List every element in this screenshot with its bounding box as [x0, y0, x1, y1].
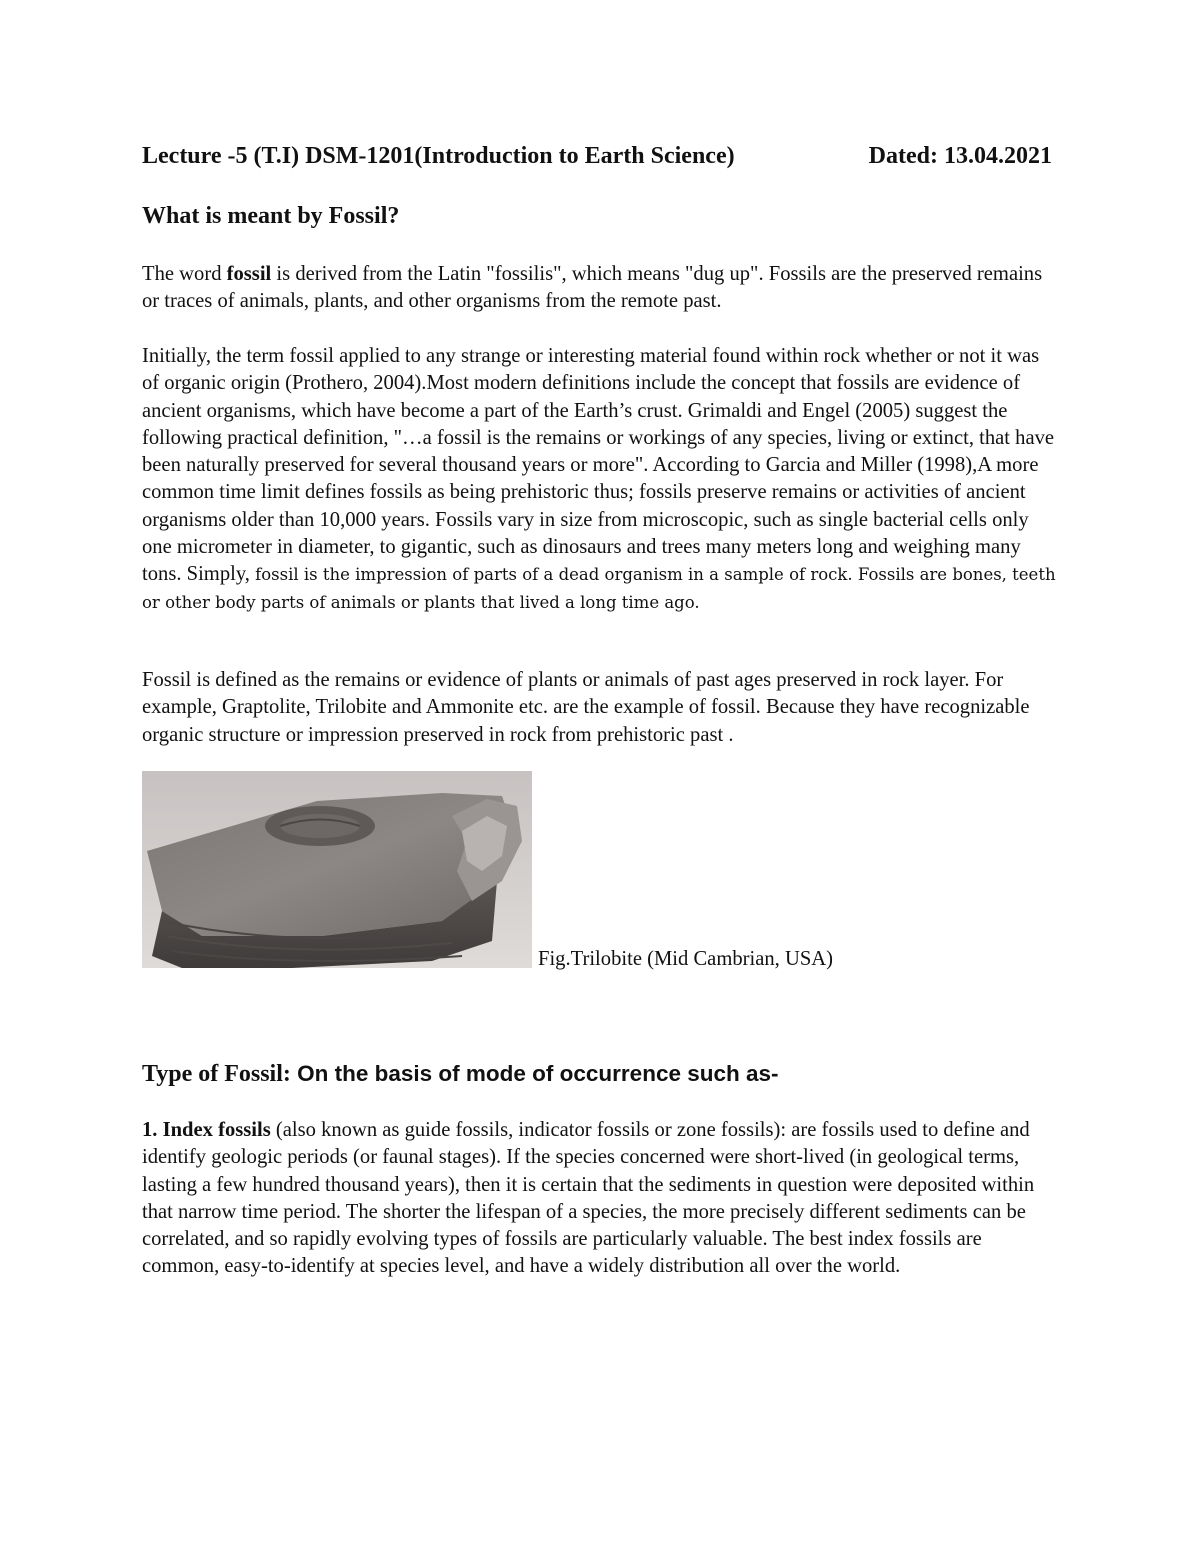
type-of-fossil-heading	[142, 1061, 779, 1088]
index-fossils-label: 1. Index fossils	[142, 1119, 271, 1141]
paragraph-definition	[142, 261, 1060, 316]
index-fossils-text: (also known as guide fossils, indicator fossils or zone fossils): are fossils used to define and identify geologic periods (or faunal stages). If the species concerned were short-lived (in geological terms, lasting a few hundred thousand years), then it is certain that the sediments in question were deposited within that narrow time period. The shorter the lifespan of a species, the more precisely different sediments can be correlated, and so rapidly evolving types of fossils are particularly valuable. The best index fossils are common, easy-to-identify at species level, and have a widely distribution all over the world.	[142, 1119, 1035, 1278]
lecture-header	[142, 143, 1052, 170]
p1-text-after: is derived from the Latin "fossilis", which means "dug up". Fossils are the preserved remains or traces of animals, plants, and other organisms from the remote past.	[142, 263, 1043, 313]
paragraph-examples: Fossil is defined as the remains or evidence of plants or animals of past ages preserved in rock layer. For example, Graptolite, Trilobite and Ammonite etc. are the example of fossil. Because they have recognizable organic structure or impression preserved in rock from prehistoric past .	[142, 669, 1030, 746]
lecture-date: Dated: 13.04.2021	[868, 143, 1052, 169]
type-heading-sub: On the basis of mode of occurrence such as-	[290, 1061, 779, 1086]
p1-bold-term: fossil	[226, 263, 272, 285]
paragraph-index-fossils	[142, 1117, 1060, 1281]
figure-caption: Fig.Trilobite (Mid Cambrian, USA)	[538, 948, 833, 970]
p2-main-text: Initially, the term fossil applied to any strange or interesting material found within rock whether or not it was of organic origin (Prothero, 2004).Most modern definitions include the concept that fossils are evidence of ancient organisms, which have become a part of the Earth’s crust. Grimaldi and Engel (2005) suggest the following practical definition, "…a fossil is the remains or workings of any species, living or extinct, that have been naturally preserved for several thousand years or more". According to Garcia and Miller (1998),A more common time limit defines fossils as being prehistoric thus; fossils preserve remains or activities of ancient organisms older than 10,000 years. Fossils vary in size from microscopic, such as single bacterial cells only one micrometer in diameter, to gigantic, such as dinosaurs and trees many meters long and weighing many tons. Simply,	[142, 345, 1055, 586]
section-heading-fossil: What is meant by Fossil?	[142, 203, 400, 229]
figure-trilobite	[142, 771, 1060, 971]
paragraph-history	[142, 343, 1060, 616]
lecture-title: Lecture -5 (T.I) DSM-1201(Introduction to Earth Science)	[142, 143, 735, 169]
type-heading-bold: Type of Fossil:	[142, 1061, 291, 1087]
p2-small-text: fossil is the impression of parts of a dead organism in a sample of rock. Fossils are bones, teeth or other body parts of animals or plants that lived a long time ago.	[142, 565, 1056, 612]
p1-text-before: The word	[142, 263, 227, 285]
trilobite-photo	[142, 771, 532, 968]
